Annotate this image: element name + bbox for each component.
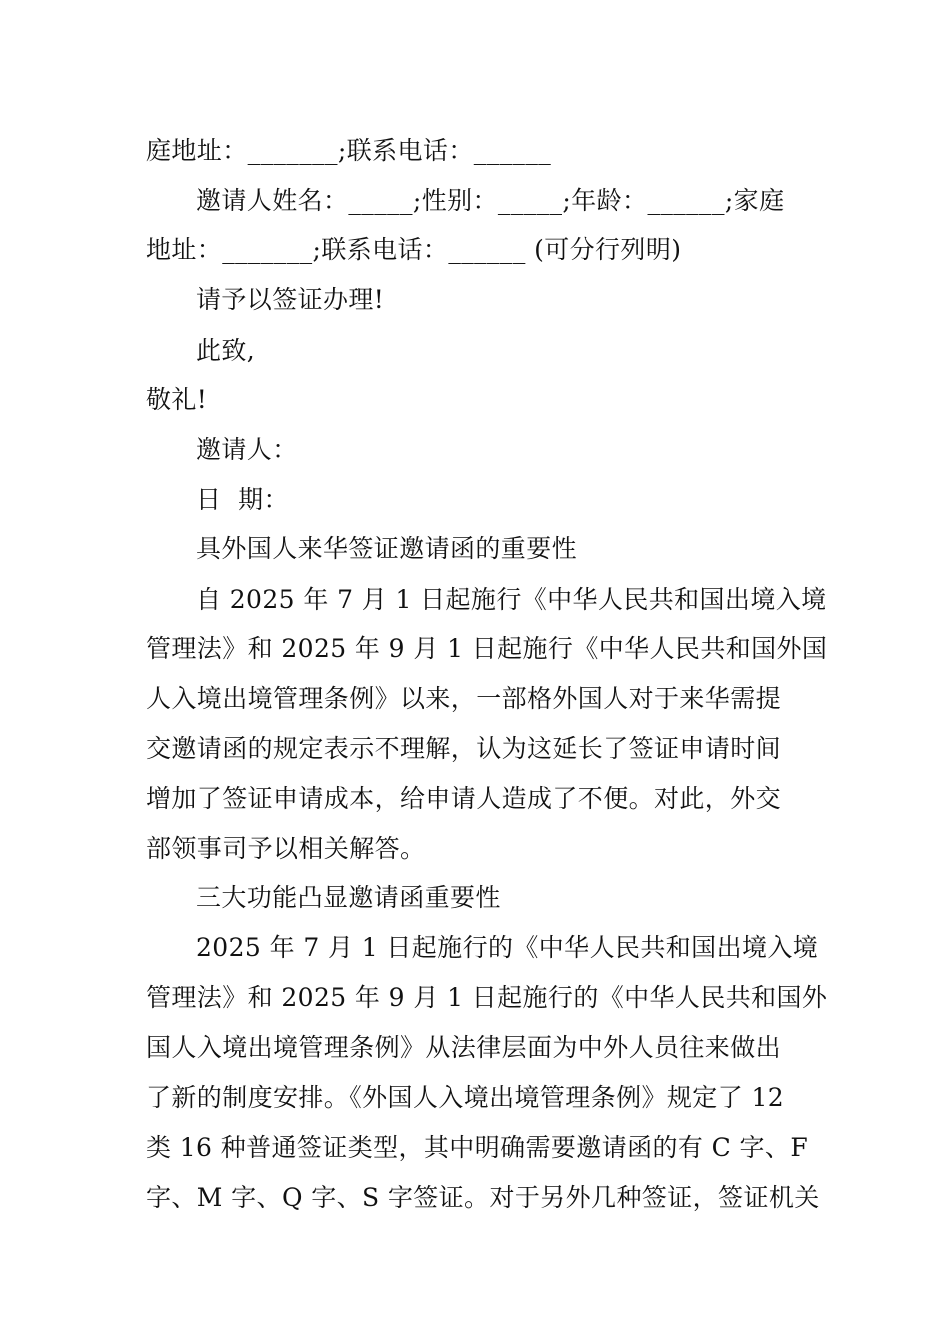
paragraph-line: 类 16 种普通签证类型，其中明确需要邀请函的有 C 字、F [146, 1133, 809, 1162]
date-label: 日 期： [196, 485, 289, 514]
section-heading-functions: 三大功能凸显邀请函重要性 [196, 883, 501, 912]
contact-line-1: 庭地址：_______;联系电话：______ [146, 136, 552, 165]
paragraph-line: 国人入境出境管理条例》从法律层面为中外人员往来做出 [146, 1033, 782, 1062]
inviter-address-line: 地址：_______;联系电话：______ (可分行列明) [146, 235, 682, 264]
inviter-info-line: 邀请人姓名：_____;性别：_____;年龄：______;家庭 [196, 186, 785, 215]
paragraph-line: 了新的制度安排。《外国人入境出境管理条例》规定了 12 [146, 1083, 785, 1112]
inviter-label: 邀请人： [196, 435, 298, 464]
section-heading-importance: 具外国人来华签证邀请函的重要性 [196, 534, 578, 563]
paragraph-line: 部领事司予以相关解答。 [146, 834, 426, 863]
request-line: 请予以签证办理! [196, 285, 385, 314]
paragraph-line: 管理法》和 2025 年 9 月 1 日起施行《中华人民共和国外国 [146, 634, 828, 663]
paragraph-line: 2025 年 7 月 1 日起施行的《中华人民共和国出境入境 [196, 933, 819, 962]
salutation-line: 此致, [196, 336, 256, 365]
paragraph-line: 增加了签证申请成本，给申请人造成了不便。对此，外交 [146, 784, 782, 813]
paragraph-line: 管理法》和 2025 年 9 月 1 日起施行的《中华人民共和国外 [146, 983, 828, 1012]
paragraph-line: 字、M 字、Q 字、S 字签证。对于另外几种签证，签证机关 [146, 1183, 820, 1212]
paragraph-line: 交邀请函的规定表示不理解，认为这延长了签证申请时间 [146, 734, 782, 763]
paragraph-line: 人入境出境管理条例》以来，一部格外国人对于来华需提 [146, 684, 782, 713]
closing-line: 敬礼! [146, 385, 208, 414]
paragraph-line: 自 2025 年 7 月 1 日起施行《中华人民共和国出境入境 [196, 585, 827, 614]
